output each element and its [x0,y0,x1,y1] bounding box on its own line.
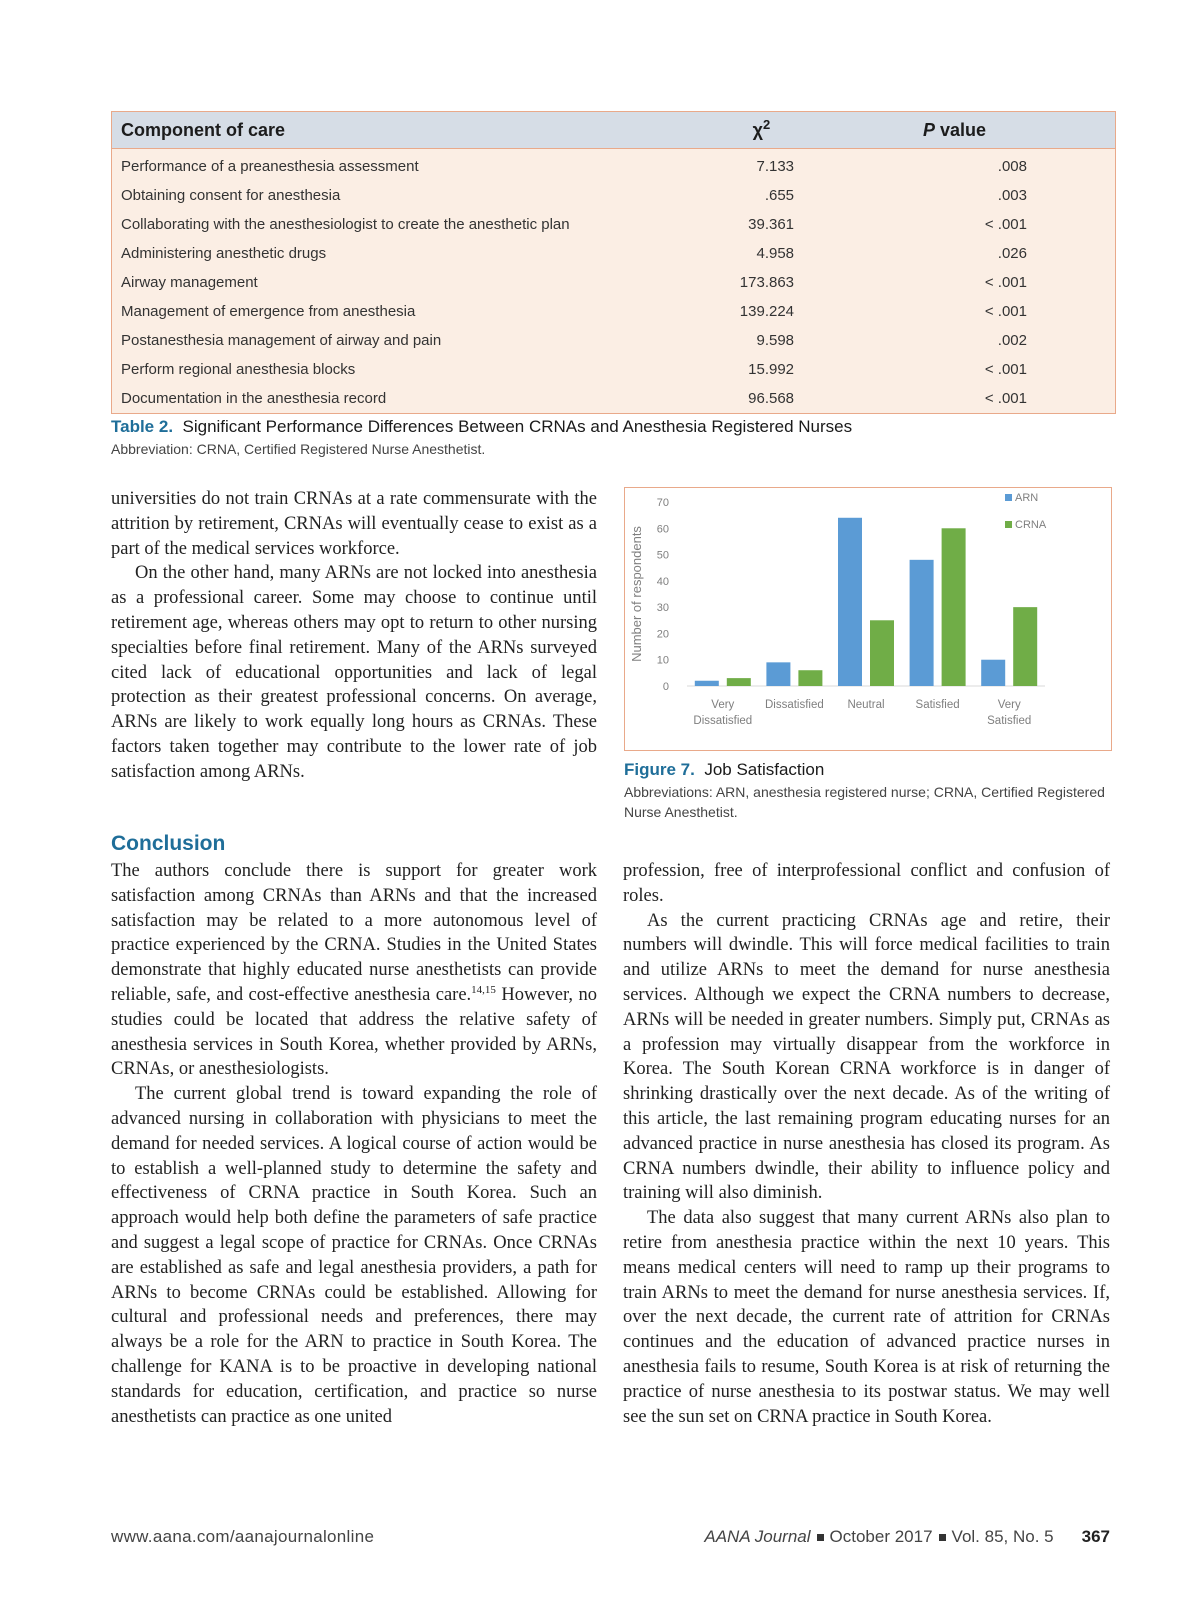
table-row [112,297,1115,326]
paragraph: As the current practicing CRNAs age and retire, their numbers will dwindle. This will force medical facilities to train and utilize ARNs to meet the demand for nurse anesthesia services. Although we expect the CRNA numbers to decrease, ARNs will be needed in greater numbers. Simply put, CRNAs as a profession may virtually disappear from the workforce in Korea. The South Korean CRNA workforce is in danger of shrinking drastically over the next decade. As of the writing of this article, the last remaining program educating nurses for an advanced practice in nurse anesthesia has closed its program. As CRNA numbers dwindle, their ability to influence policy and training will also diminish. [623,910,1110,1204]
table-row [112,268,1115,297]
cell-component: Performance of a preanesthesia assessment [121,158,419,175]
paragraph-text: The authors conclude there is support for greater work satisfaction among CRNAs than ARNs and that the increased satisfaction may be related to a more autonomous level of practice experienced by the CRNA. Studies in the United States demonstrate that highly educated nurse anesthetists can provide reliable, safe, and cost-effective anesthesia care. [111,861,597,1005]
reference-superscript: 14,15 [471,983,496,996]
x-tick-label: Very [711,699,735,711]
figure-abbreviation: Abbreviations: ARN, anesthesia registered nurse; CRNA, Certified Registered Nurse Anesthetist. [624,784,1105,820]
paragraph: The current global trend is toward expanding the role of advanced nursing in collaboration with physicians to meet the demand for needed services. A logical course of action would be to establish a well-planned study to determine the safety and effectiveness of CRNA practice in South Korea. Such an approach would help both define the parameters of safe practice and suggest a legal scope of practice for CRNAs. Once CRNAs are established as safe and legal anesthesia providers, a path for ARNs to become CRNAs could be established. Allowing for cultural and professional needs and preferences, there may always be a role for the ARN to practice in South Korea. The challenge for KANA is to be proactive in developing national standards for education, certification, and practice so nurse anesthetists can practice as one united [111,1084,597,1427]
table-caption [111,417,1111,459]
table-caption-label: Table 2. [111,417,174,436]
page-number: 367 [1081,1527,1110,1546]
chi-symbol: χ [752,119,763,140]
footer-volume: Vol. 85, No. 5 [951,1527,1054,1546]
cell-p-value: .008 [997,158,1027,175]
cell-p-value: < .001 [984,361,1027,378]
table-row [112,326,1115,355]
section-heading-conclusion: Conclusion [111,832,226,855]
job-satisfaction-chart [624,487,1112,751]
performance-table [111,111,1116,414]
paragraph-text: However, no studies could be located that address the relative safety of anesthesia services in South Korea, whether provided by ARNs, CRNAs, or anesthesiologists. [111,984,597,1080]
paragraph: The data also suggest that many current ARNs also plan to retire from anesthesia practice within the next 10 years. This means medical centers will need to ramp up their programs to train ARNs to meet the demand for nurse anesthesia services. If, over the next decade, the current rate of attrition for CRNAs continues and the education of advanced practice nurses in anesthesia fails to resume, South Korea is at risk of returning the practice of nurse anesthesia to its postwar status. We may well see the sun set on CRNA practice in South Korea. [623,1208,1110,1427]
legend-swatch [1005,521,1012,528]
cell-chi-square: .655 [764,187,795,204]
legend-swatch [1005,494,1012,501]
bar-crna [727,678,751,686]
table-caption-title: Significant Performance Differences Between CRNAs and Anesthesia Registered Nurses [182,417,853,436]
paragraph: On the other hand, many ARNs are not locked into anesthesia as a professional career. Some may choose to continue until retirement age, whereas others may opt to return to other nursing specialties before final retirement. Many of the ARNs surveyed cited lack of educational opportunities and lack of legal protection as their greatest professional concerns. On average, ARNs are likely to work equally long hours as CRNAs. These factors taken together may contribute to the lower rate of job satisfaction among ARNs. [111,563,597,782]
right-column-bottom [623,859,1110,1429]
cell-p-value: < .001 [984,303,1027,320]
cell-chi-square: 39.361 [748,216,795,233]
y-tick-label: 60 [656,523,669,536]
x-tick-label: Dissatisfied [693,715,753,727]
bar-arn [981,660,1005,686]
p-rest: value [935,119,987,140]
bar-arn [838,518,862,686]
cell-component: Postanesthesia management of airway and pain [121,332,442,349]
cell-chi-square: 15.992 [748,361,795,378]
bar-crna [798,670,822,686]
table-row [112,384,1115,413]
cell-chi-square: 7.133 [756,158,795,175]
cell-component: Perform regional anesthesia blocks [121,361,356,378]
figure-caption-label: Figure 7. [624,760,695,779]
cell-component: Management of emergence from anesthesia [121,303,416,320]
footer-citation [704,1527,1110,1547]
paragraph [111,859,597,1082]
cell-p-value: < .001 [984,274,1027,291]
x-tick-label: Dissatisfied [764,699,824,711]
bar-crna [1013,607,1037,686]
bar-arn [695,681,719,686]
y-tick-label: 40 [656,575,669,588]
footer-date: October 2017 [829,1527,933,1546]
cell-p-value: .026 [997,245,1027,262]
table-body [112,149,1115,414]
chi-superscript: 2 [763,116,771,132]
left-column-top [111,487,597,785]
cell-component: Documentation in the anesthesia record [121,390,387,407]
table-row [112,355,1115,384]
p-italic: P [922,119,935,140]
bar-crna [942,528,966,686]
table-header-row [112,112,1115,149]
cell-chi-square: 173.863 [739,274,795,291]
table-row [112,149,1115,182]
square-bullet-icon [939,1534,946,1541]
y-tick-label: 10 [656,654,669,667]
cell-p-value: .003 [997,187,1027,204]
legend-label: ARN [1015,492,1039,504]
cell-p-value: < .001 [984,216,1027,233]
cell-component: Collaborating with the anesthesiologist to create the anesthetic plan [121,216,570,233]
legend-label: CRNA [1015,519,1047,531]
x-tick-label: Very [997,699,1021,711]
header-p-value [794,112,1115,149]
table-row [112,210,1115,239]
bar-arn [910,560,934,686]
x-tick-label: Satisfied [987,715,1032,727]
figure-caption [624,760,1114,822]
paragraph: profession, free of interprofessional conflict and confusion of roles. [623,861,1110,906]
cell-chi-square: 96.568 [748,390,795,407]
figure-caption-title: Job Satisfaction [704,760,825,779]
y-tick-label: 30 [656,602,669,615]
x-tick-label: Neutral [847,699,885,711]
cell-p-value: < .001 [984,390,1027,407]
table-row [112,181,1115,210]
y-tick-label: 50 [656,549,669,562]
header-component: Component of care [112,112,729,149]
cell-p-value: .002 [997,332,1027,349]
chart-svg [625,488,1111,750]
y-tick-label: 20 [656,628,669,641]
y-tick-label: 70 [656,497,669,509]
table-row [112,239,1115,268]
cell-chi-square: 139.224 [739,303,795,320]
x-tick-label: Satisfied [915,699,960,711]
cell-chi-square: 9.598 [756,332,795,349]
footer-journal: AANA Journal [704,1527,811,1546]
y-tick-label: 0 [662,681,669,693]
cell-component: Obtaining consent for anesthesia [121,187,341,204]
footer-url: www.aana.com/aanajournalonline [111,1527,375,1546]
square-bullet-icon [817,1534,824,1541]
header-chi-square [729,112,794,149]
y-axis-label: Number of respondents [629,526,644,662]
table-abbreviation: Abbreviation: CRNA, Certified Registered Nurse Anesthetist. [111,441,486,457]
cell-component: Administering anesthetic drugs [121,245,327,262]
cell-component: Airway management [121,274,258,291]
bar-arn [766,662,790,686]
paragraph: universities do not train CRNAs at a rate commensurate with the attrition by retirement, CRNAs will eventually cease to exist as a part of the medical services workforce. [111,489,597,559]
left-column-bottom [111,859,597,1429]
cell-chi-square: 4.958 [756,245,795,262]
bar-crna [870,620,894,686]
